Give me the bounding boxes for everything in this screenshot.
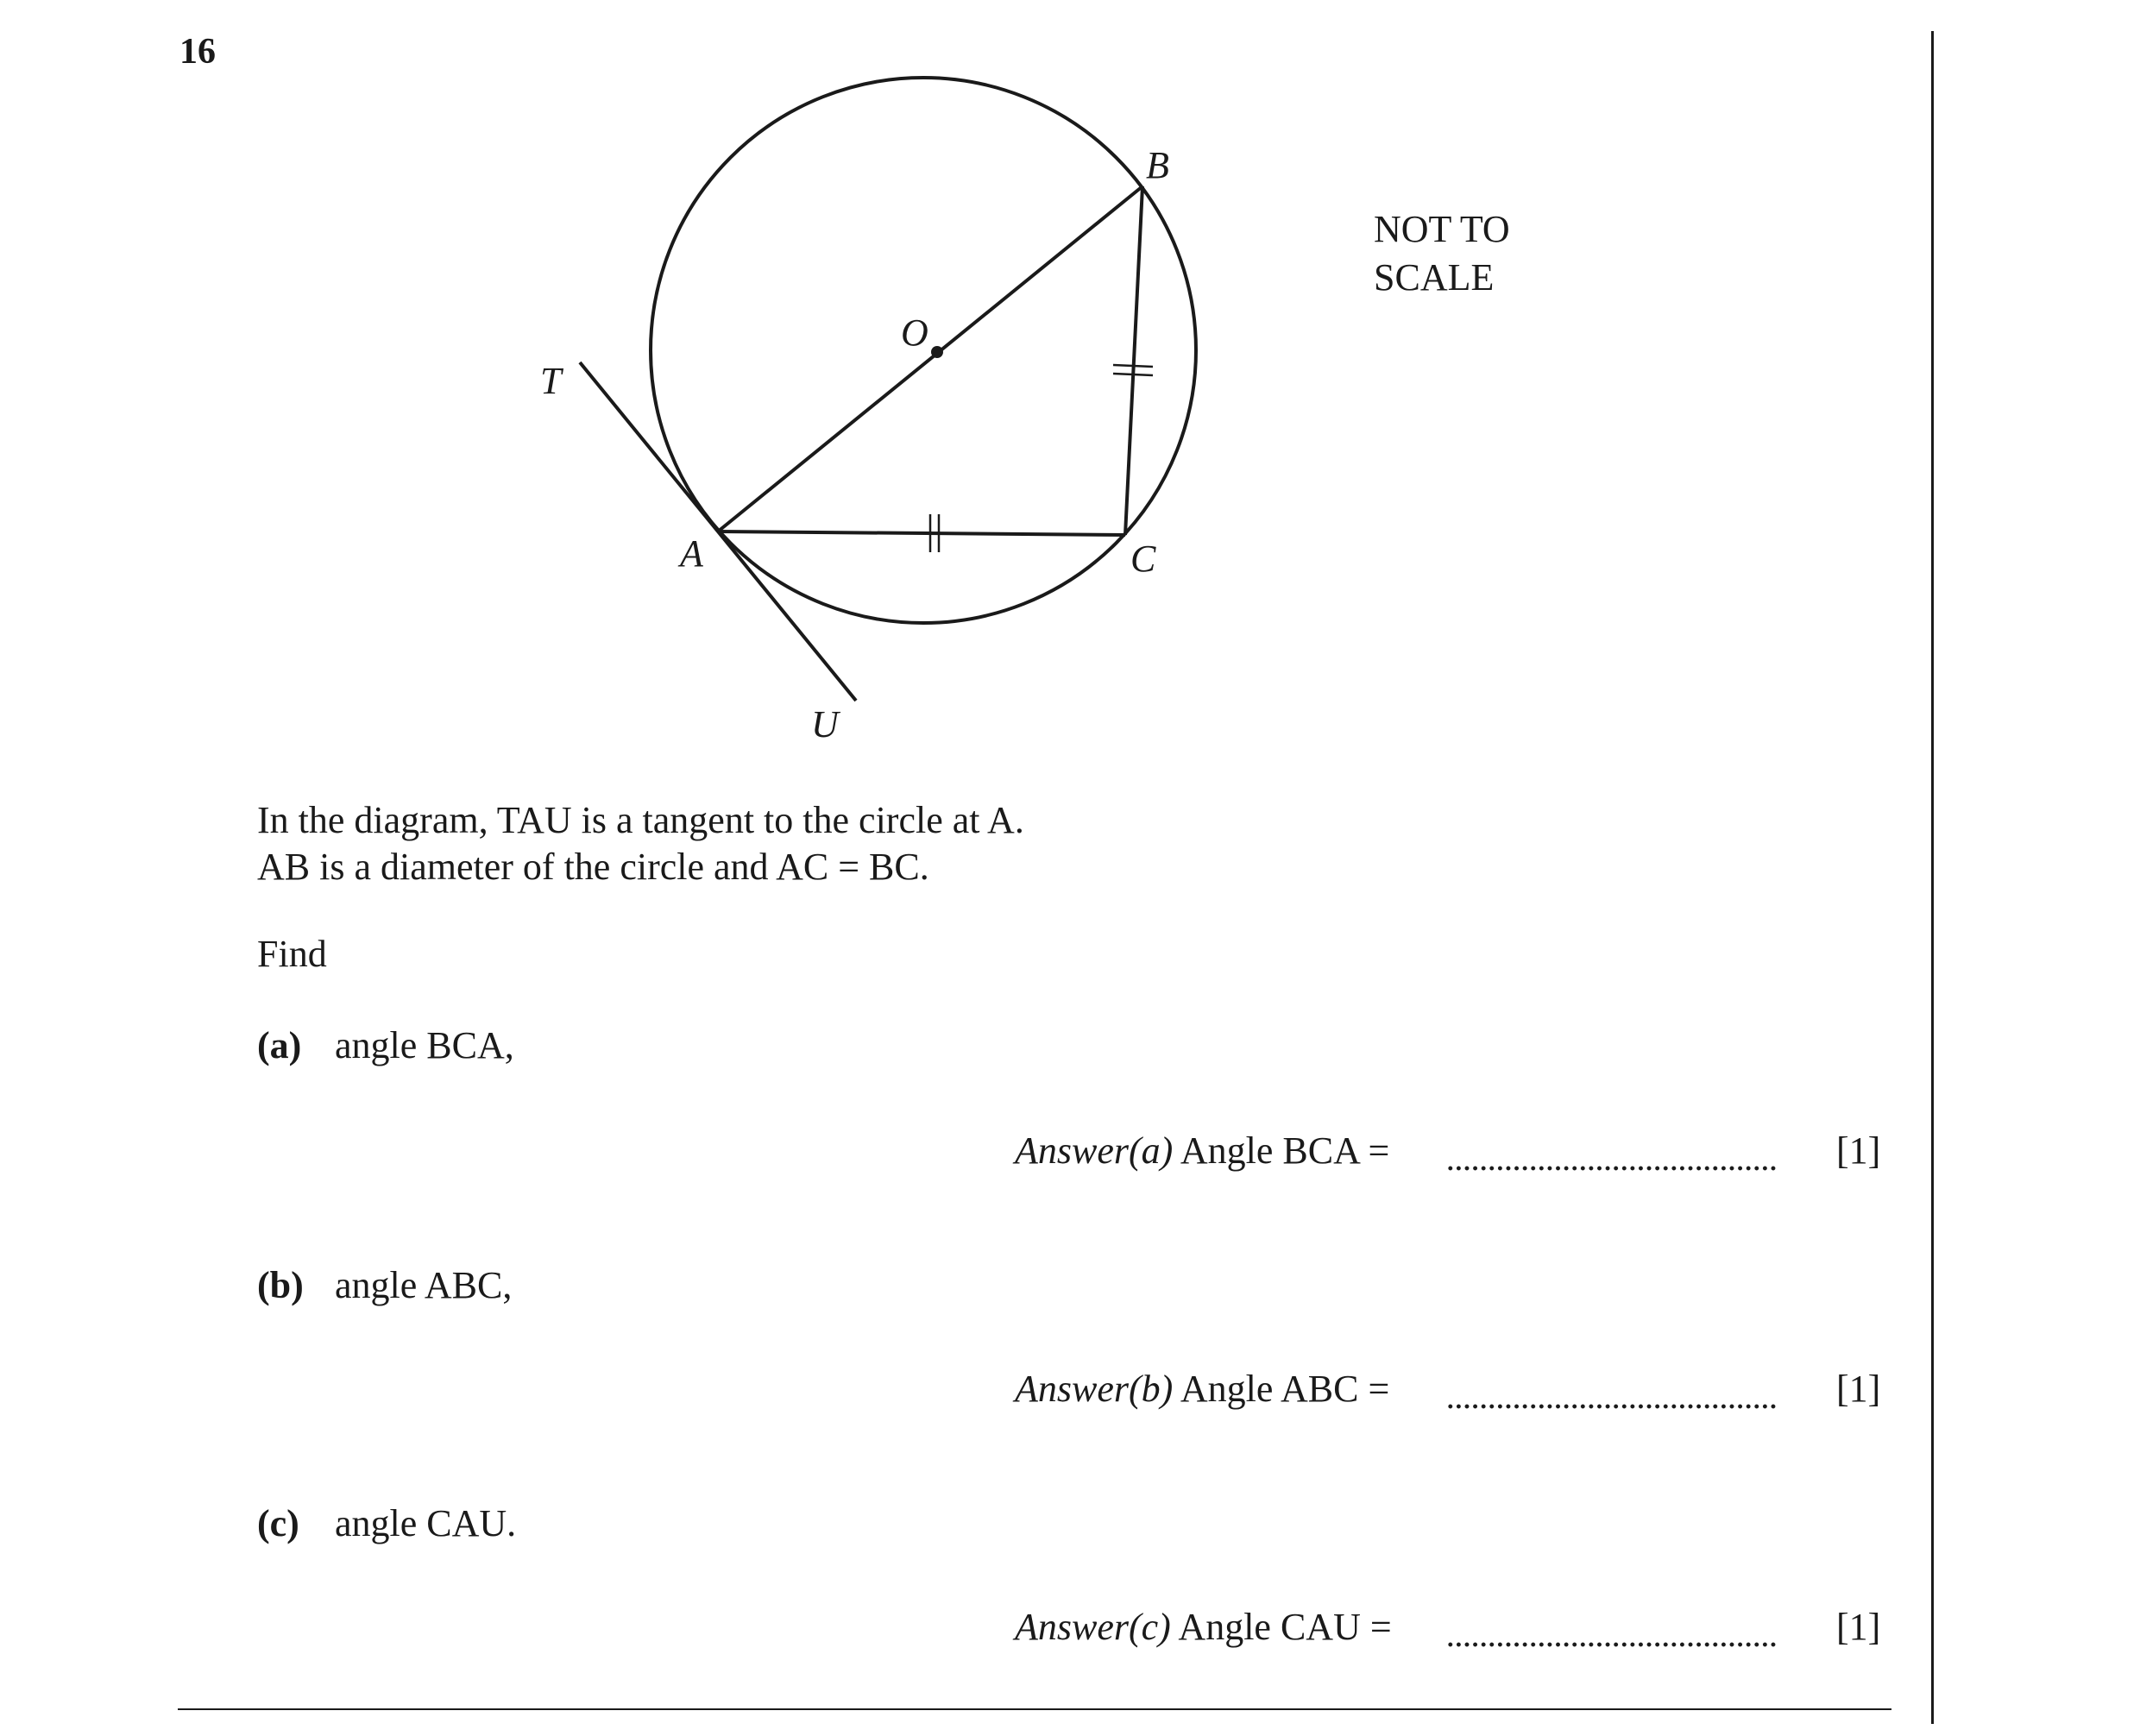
bottom-rule	[178, 1708, 1891, 1710]
not-to-scale-line1: NOT TO	[1374, 208, 1510, 250]
answer-b-label	[1015, 1367, 1389, 1411]
answer-c-field[interactable]	[1446, 1641, 1778, 1648]
diameter-ab	[718, 186, 1142, 531]
answer-a-label	[1015, 1129, 1389, 1173]
question-number: 16	[179, 32, 216, 72]
part-a-text: angle BCA,	[335, 1024, 514, 1066]
label-b: B	[1146, 144, 1169, 186]
part-a-question	[257, 1023, 514, 1067]
answer-a-field[interactable]	[1446, 1165, 1778, 1172]
part-b-text: angle ABC,	[335, 1264, 513, 1306]
part-c-question	[257, 1501, 516, 1545]
part-b-label: (b)	[257, 1264, 304, 1306]
answer-c-text: Angle CAU =	[1178, 1606, 1392, 1648]
answer-c-label	[1015, 1605, 1392, 1649]
statement-line1: In the diagram, TAU is a tangent to the circle at A.	[257, 799, 1024, 841]
answer-b-field[interactable]	[1446, 1403, 1778, 1410]
label-t: T	[540, 360, 562, 402]
question-statement	[257, 797, 1024, 890]
find-label: Find	[257, 933, 327, 975]
label-a: A	[680, 532, 703, 575]
part-c-text: angle CAU.	[335, 1502, 517, 1544]
answer-a-prefix: Answer(a)	[1015, 1129, 1174, 1172]
answer-c-prefix: Answer(c)	[1015, 1606, 1171, 1648]
statement-line2: AB is a diameter of the circle and AC = BC.	[257, 846, 929, 888]
answer-a-text: Angle BCA =	[1180, 1129, 1390, 1172]
not-to-scale-note	[1374, 205, 1510, 302]
answer-c-marks: [1]	[1836, 1606, 1881, 1648]
answer-a-marks: [1]	[1836, 1129, 1881, 1172]
part-a-label: (a)	[257, 1024, 302, 1066]
answer-b-prefix: Answer(b)	[1015, 1368, 1174, 1410]
chord-ac	[718, 531, 1125, 535]
label-c: C	[1130, 538, 1156, 580]
label-o: O	[901, 311, 928, 354]
right-margin-rule	[1931, 31, 1934, 1724]
answer-b-marks: [1]	[1836, 1368, 1881, 1410]
part-c-label: (c)	[257, 1502, 299, 1544]
not-to-scale-line2: SCALE	[1374, 256, 1495, 299]
chord-bc	[1125, 186, 1142, 535]
part-b-question	[257, 1263, 512, 1307]
answer-b-text: Angle ABC =	[1180, 1368, 1390, 1410]
center-point-o	[931, 346, 943, 358]
label-u: U	[811, 703, 839, 745]
